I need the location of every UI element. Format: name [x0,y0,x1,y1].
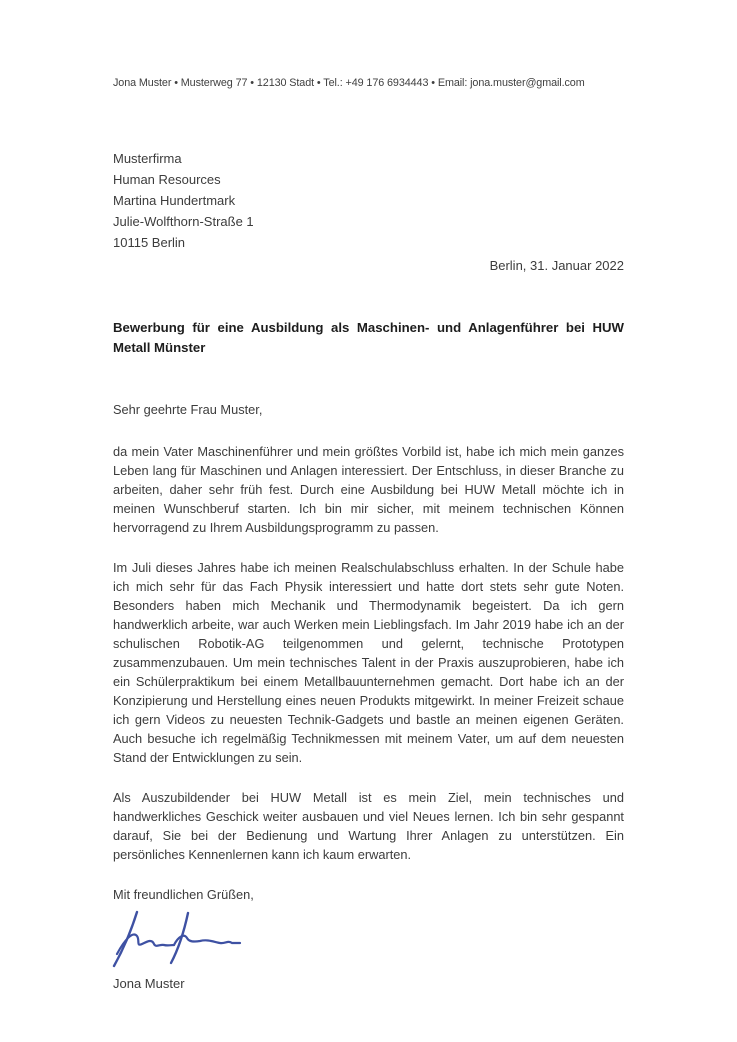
body-paragraph-3: Als Auszubildender bei HUW Metall ist es mein Ziel, mein technisches und handwerkliches Geschick weiter ausbauen und viel Neues lernen. Ich bin sehr gespannt darauf, Sie bei der Bedienung und Wartung Ihrer Anlagen zu unterstützen. Ein persönliches Kennenlernen kann ich kaum erwarten. [113,790,624,862]
recipient-city: 10115 Berlin [113,235,186,250]
recipient-company: Musterfirma [113,151,182,166]
body-paragraph-1: da mein Vater Maschinenführer und mein größtes Vorbild ist, habe ich mich mein ganzes Leben lang für Maschinen und Anlagen interessiert. Der Entschluss, in dieser Branche zu arbeiten, daher sehr früh fest. Durch eine Ausbildung bei HUW Metall möchte ich in meinen Wunschberuf starten. Ich bin mir sicher, mit meinem technischen Können hervorragend zu Ihrem Ausbildungsprogramm zu passen. [113,444,624,535]
salutation: Sehr geehrte Frau Muster, [113,402,263,417]
body-paragraph-2: Im Juli dieses Jahres habe ich meinen Realschulabschluss erhalten. In der Schule habe ich mich sehr für das Fach Physik interessiert und hatte dort stets sehr gute Noten. Besonders haben mich Mechanik und Thermodynamik begeistert. Da ich gern handwerklich arbeite, war auch Werken mein Lieblingsfach. Im Jahr 2019 habe ich an der schulischen Robotik-AG teilgenommen und gelernt, technische Prototypen zusammenzubauen. Um mein technisches Talent in der Praxis auszuprobieren, habe ich ein Schülerpraktikum bei einem Metallbauunternehmen gemacht. Dort habe ich an der Konzipierung und Herstellung eines neuen Produkts mitgewirkt. In meiner Freizeit schaue ich gern Videos zu neuesten Technik-Gadgets und bastle an meinen eigenen Geräten. Auch besuche ich regelmäßig Technikmessen mit meinem Vater, um auf dem neuesten Stand der Entwicklungen zu sein. [113,560,624,765]
recipient-address-block [113,148,624,253]
recipient-department: Human Resources [113,172,221,187]
handwritten-signature-image [107,906,247,972]
sender-name: Jona Muster [113,976,185,991]
date-line: Berlin, 31. Januar 2022 [489,258,624,273]
recipient-street: Julie-Wolfthorn-Straße 1 [113,214,254,229]
recipient-contact-person: Martina Hundertmark [113,193,236,208]
closing-phrase: Mit freundlichen Grüßen, [113,887,254,902]
letterhead-contact-line: Jona Muster • Musterweg 77 • 12130 Stadt • Tel.: +49 176 6934443 • Email: jona.muster@gmail.com [113,77,585,89]
subject-line: Bewerbung für eine Ausbildung als Maschinen- und Anlagenführer bei HUW Metall Münster [113,320,624,355]
